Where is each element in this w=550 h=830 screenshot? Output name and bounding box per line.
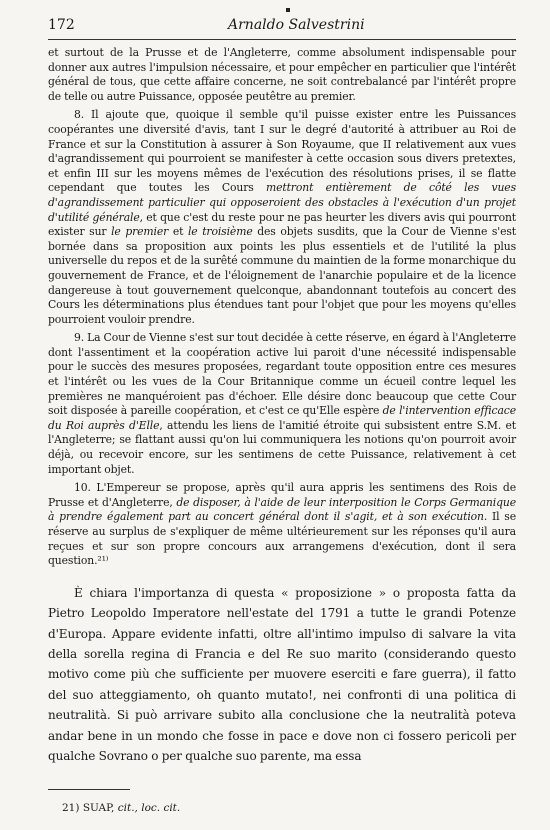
text-span: le troisième bbox=[187, 225, 253, 239]
text-span: et surtout de la Prusse et de l'Angleterre, comme absolument indispensable pour donner aux autres l'impulsion nécessaire, et pour empêcher en particulier que l'intérêt général de tous, que cette affaire concerne, ne soit contrebalancé par l'intérêt propre de telle ou autre Puissance, opposée peutêtre au premier. bbox=[48, 46, 516, 103]
top-mark bbox=[286, 8, 290, 12]
text-span: de disposer, à l'aide de leur interposition le Corps Germanique à prendre également part au concert général dont il s'agit, et à son exécution bbox=[48, 495, 516, 524]
text-span: mettront entièrement de côté les vues d'agrandissement particulier qui opposeroient des obstacles à l'exécution d'un projet d'utilité générale bbox=[48, 181, 516, 224]
page-body bbox=[48, 46, 516, 766]
paragraph-8 bbox=[48, 108, 516, 327]
text-span: È chiara l'importanza di questa « proposizione » o proposta fatta da Pietro Leopoldo Imperatore nell'estate del 1791 a tutte le grandi Potenze d'Europa. Appare evidente infatti, oltre all'intimo impulso di salvare la vita della sorella regina di Francia e del Re suo marito (considerando questo motivo come più che sufficiente per muovere eserciti e fare guerra), il fatto del suo atteggiamento, oh quanto mutato!, nei confronti di una politica di neutralità. Si può arrivare subito alla conclusione che la neutralità poteva andar bene in un mondo che fosse in pace e dove non ci fossero pericoli per qualche Sovrano o per qualche suo parente, ma essa bbox=[48, 585, 516, 764]
document-page bbox=[48, 8, 516, 823]
page-header bbox=[48, 17, 516, 39]
text-span: . Il se réserve au surplus de s'expliquer de même ultérieurement sur les réponses qu'il aura reçues et sur son propre concours aux arrangemens d'exécution, dont il sera question.²¹⁾ bbox=[48, 510, 516, 568]
footnote-source: SUAP, bbox=[82, 802, 115, 814]
footnote bbox=[62, 802, 180, 814]
text-span: 9. La Cour de Vienne s'est sur tout decidée à cette réserve, en égard à l'Angleterre dont l'assentiment et la coopération active lui paroit d'une nécessité indispensable pour le succès des mesures proposées, regardant toute opposition entre ces mesures et l'intérêt ou les vues de la Cour Britannique comme un écueil contre lequel les premières ne manquéroient pas d'échoer. Elle désire donc beaucoup que cette Cour soit disposée à pareille coopération, et c'est ce qu'Elle espère bbox=[48, 331, 516, 418]
paragraph-10 bbox=[48, 481, 516, 569]
text-span: 10. L'Empereur se propose, après qu'il aura appris les sentimens des Rois de Prusse et d'Angleterre, bbox=[48, 481, 516, 509]
paragraph-9 bbox=[48, 331, 516, 477]
text-span: , attendu les liens de l'amitié étroite qui subsistent entre S.M. et l'Angleterre; se flattant aussi qu'on lui communiquera les notions qu'on pourroit avoir déjà, ou recevoir encore, sur les sentimens de cette Puissance, relativement à cet important objet. bbox=[48, 418, 516, 476]
text-span: 8. Il ajoute que, quoique il semble qu'il puisse exister entre les Puissances coopérantes une diversité d'avis, tant I sur le degré d'autorité à attribuer au Roi de France et sur la Constitution à assurer à Son Royaume, que II relativement aux vues d'agrandissement qui pourroient se manifester à cette occasion sous divers pretextes, et enfin III sur les moyens mêmes de l'exécution des résolutions prises, il se flatte cependant que toutes les Cours bbox=[48, 108, 516, 195]
text-span: et bbox=[168, 225, 188, 239]
paragraph-continuation bbox=[48, 46, 516, 104]
paragraph-commentary bbox=[48, 583, 516, 767]
footnote-rule bbox=[48, 789, 130, 790]
running-head: Arnaldo Salvestrini bbox=[228, 17, 365, 33]
text-span: , et que c'est du reste pour ne pas heurter les divers avis qui pourront exister sur bbox=[48, 210, 516, 239]
page-number: 172 bbox=[48, 17, 75, 33]
text-span: de l'intervention efficace du Roi auprès d'Elle bbox=[48, 404, 516, 432]
text-span: le premier bbox=[111, 225, 169, 239]
footnote-ref: cit., loc. cit. bbox=[117, 802, 181, 814]
footnote-mark: 21) bbox=[62, 802, 80, 814]
header-rule bbox=[48, 39, 516, 40]
text-span: des objets susdits, que la Cour de Vienne s'est bornée dans sa proposition aux points les plus essentiels et de l'utilité la plus universelle du repos et de la surêté commune du maintien de la forme monarchique du gouvernement de France, et de l'éloignement de l'anarchie populaire et de la licence dangereuse à tout gouvernement quelconque, abandonnant toutefois au concert des Cours les déterminations plus étendues tant pour l'objet que pour les moyens qu'elles pourroient vouloir prendre. bbox=[48, 225, 517, 326]
